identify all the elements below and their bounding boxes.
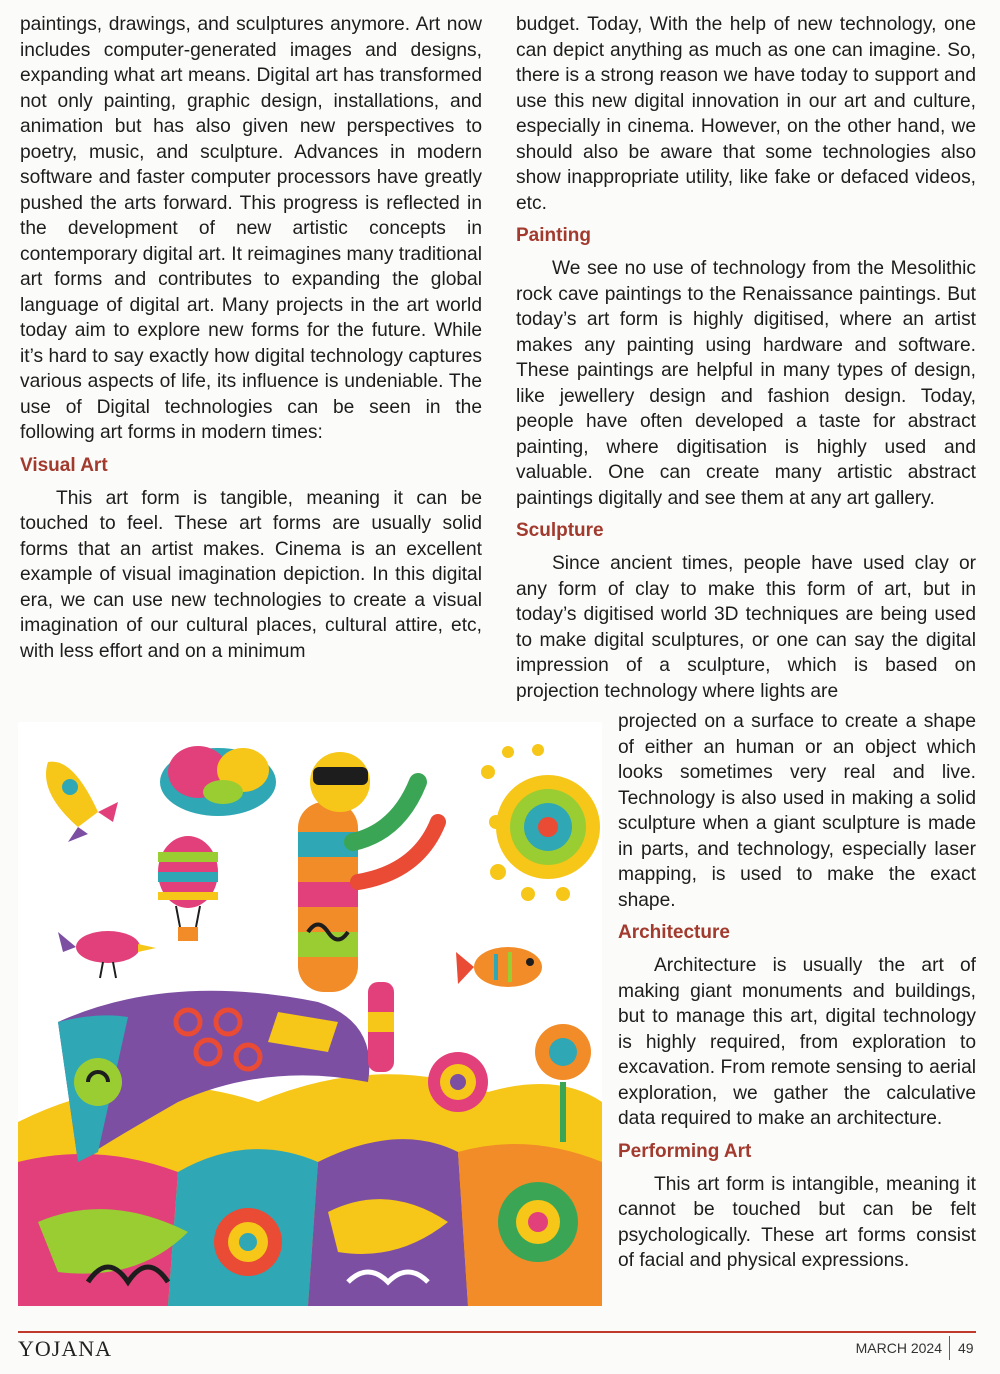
painting-paragraph: We see no use of technology from the Mesolithic rock cave paintings to the Renaissance paintings. But today’s art form is highly digitised, where an artist makes any painting using hardware and software. These paintings are helpful in many types of design, like jewellery design and fashion design. Today, people have often developed a taste for abstract painting, where digitisation is highly used and valuable. One can create many artistic abstract paintings digitally and see them at any art gallery. bbox=[516, 258, 976, 509]
cloud bbox=[160, 746, 276, 816]
magazine-brand: YOJANA bbox=[18, 1336, 112, 1361]
continuation-paragraph: budget. Today, With the help of new technology, one can depict anything as much as one can imagine. So, there is a strong reason we have today to support and use this new digital innovation in our art and culture, especially in cinema. However, on the other hand, we should also be aware that some technologies also show inappropriate utility, like fake or defaced videos, etc. bbox=[516, 14, 976, 214]
page-number: 49 bbox=[958, 1340, 974, 1356]
left-column bbox=[20, 12, 482, 664]
visual-art-paragraph: This art form is tangible, meaning it can be touched to feel. These art forms are usually solid forms that an artist makes. Cinema is an excellent example of visual imagination depiction. In this digital era, we can use new technologies to create a visual imagination of our cultural places, cultural attire, etc, with less effort and on a minimum bbox=[20, 487, 482, 662]
footer-rule bbox=[18, 1331, 976, 1333]
sculpture-paragraph: Since ancient times, people have used clay or any form of clay to make this form of art, but in today’s digitised world 3D techniques are being used to make digital sculptures, or one can say the digital impression of a sculpture, which is based on projection technology where lights are bbox=[516, 553, 976, 702]
colorful-illustration bbox=[18, 722, 602, 1306]
architecture-paragraph: Architecture is usually the art of making giant monuments and buildings, but to manage this art, digital technology is highly required, from exploration to excavation. From remote sensing to aerial exploration, we gather the calculative data required to make an architecture. bbox=[618, 955, 976, 1129]
performing-art-heading: Performing Art bbox=[618, 1140, 752, 1162]
right-column-narrow bbox=[618, 709, 976, 1274]
performing-art-paragraph: This art form is intangible, meaning it cannot be touched but can be felt psychologically. These art forms consist of facial and physical expressions. bbox=[618, 1173, 976, 1271]
sculpture-paragraph-continued: projected on a surface to create a shape of either an human or an object which looks sometimes very real and live. Technology is also used in making a solid sculpture when a giant sculpture is made in parts, and technology, especially laser mapping, is used to make the exact shape. bbox=[618, 711, 976, 911]
visual-art-heading: Visual Art bbox=[20, 454, 108, 476]
intro-paragraph: paintings, drawings, and sculptures anymore. Art now includes computer-generated images and designs, expanding what art means. Digital art has transformed not only painting, graphic design, installations, and animation but has also given new perspectives to poetry, music, and sculpture. Advances in modern software and faster computer processors have greatly pushed the arts forward. This progress is reflected in the development of new artistic concepts in contemporary digital art. It reimagines many traditional art forms and contributes to expanding the global language of digital art. Many projects in the art world today aim to explore new forms for the future. While it’s hard to say exactly how digital technology captures various aspects of life, its influence is undeniable. The use of Digital technologies can be seen in the following art forms in modern times: bbox=[20, 14, 482, 443]
architecture-heading: Architecture bbox=[618, 922, 730, 943]
sculpture-heading: Sculpture bbox=[516, 520, 604, 541]
issue-date: MARCH 2024 bbox=[855, 1340, 942, 1356]
footer-divider bbox=[949, 1336, 950, 1360]
painting-heading: Painting bbox=[516, 225, 591, 246]
right-column bbox=[516, 12, 976, 704]
